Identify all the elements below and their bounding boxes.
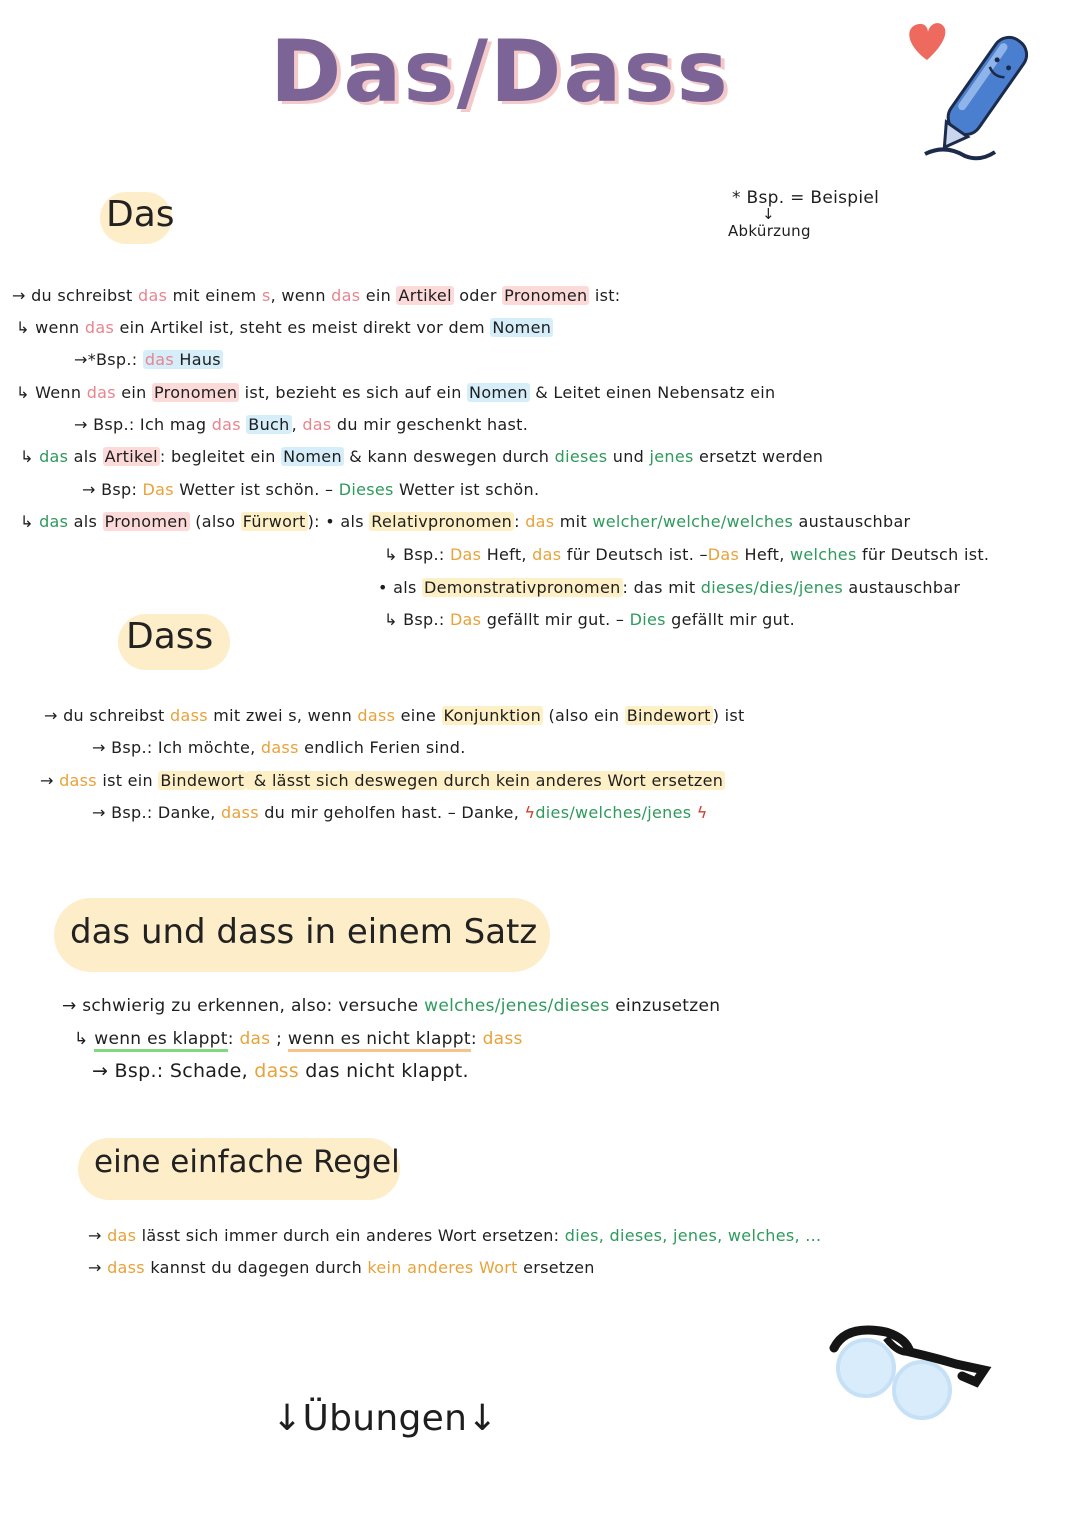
note-arrow: ↓ — [762, 205, 775, 223]
glasses-icon — [826, 1318, 992, 1422]
das-line-9: ↳ Bsp.: Das Heft, das für Deutsch ist. –Das Heft, welches für Deutsch ist. — [384, 545, 990, 564]
das-line-10: • als Demonstrativpronomen : das mit dieses/dies/jenes austauschbar — [378, 578, 961, 597]
dass-line-3: → dass ist ein Bindewort & lässt sich deswegen durch kein anderes Wort ersetzen — [40, 771, 724, 790]
das-line-8: ↳ das als Pronomen (also Fürwort ): • als Relativpronomen : das mit welcher/welche/welches austauschbar — [20, 512, 911, 531]
das-line-5: → Bsp.: Ich mag das Buch , das du mir geschenkt hast. — [74, 415, 529, 434]
note-sub: Abkürzung — [728, 222, 811, 240]
uebungen-label: ↓Übungen↓ — [272, 1398, 498, 1439]
das-line-3: →*Bsp.: das Haus — [74, 350, 221, 369]
das-line-7: → Bsp: Das Wetter ist schön. – Dieses Wetter ist schön. — [82, 480, 540, 499]
note-main: * Bsp. = Beispiel — [732, 188, 880, 208]
heart-icon — [909, 23, 945, 60]
heading-das: Das — [106, 194, 175, 235]
dass-line-2: → Bsp.: Ich möchte, dass endlich Ferien sind. — [92, 738, 466, 757]
das-line-1: → du schreibst das mit einem s, wenn das ein Artikel oder Pronomen ist: — [12, 286, 621, 305]
das-line-11: ↳ Bsp.: Das gefällt mir gut. – Dies gefällt mir gut. — [384, 610, 795, 629]
satz-line-2: ↳ wenn es klappt: das ; wenn es nicht klappt: dass — [74, 1029, 523, 1049]
das-line-6: ↳ das als Artikel : begleitet ein Nomen & kann deswegen durch dieses und jenes ersetzt werden — [20, 447, 824, 466]
page-title: Das/Dass — [270, 22, 730, 122]
das-line-4: ↳ Wenn das ein Pronomen ist, bezieht es sich auf ein Nomen & Leitet einen Nebensatz ein — [16, 383, 776, 402]
pen-icon — [895, 8, 1035, 168]
das-line-2: ↳ wenn das ein Artikel ist, steht es meist direkt vor dem Nomen — [16, 318, 552, 337]
heading-dass: Dass — [126, 616, 214, 657]
regel-line-2: → dass kannst du dagegen durch kein anderes Wort ersetzen — [88, 1258, 595, 1277]
regel-line-1: → das lässt sich immer durch ein anderes Wort ersetzen: dies, dieses, jenes, welches, ... — [88, 1226, 822, 1245]
satz-line-1: → schwierig zu erkennen, also: versuche welches/jenes/dieses einzusetzen — [62, 996, 721, 1016]
satz-line-3: → Bsp.: Schade, dass das nicht klappt. — [92, 1060, 469, 1082]
dass-line-4: → Bsp.: Danke, dass du mir geholfen hast. – Danke, ϟdies/welches/jenes ϟ — [92, 803, 708, 822]
dass-line-1: → du schreibst dass mit zwei s, wenn dass eine Konjunktion (also ein Bindewort ) ist — [44, 706, 745, 725]
heading-regel: eine einfache Regel — [94, 1144, 400, 1180]
heading-satz: das und dass in einem Satz — [70, 912, 538, 952]
